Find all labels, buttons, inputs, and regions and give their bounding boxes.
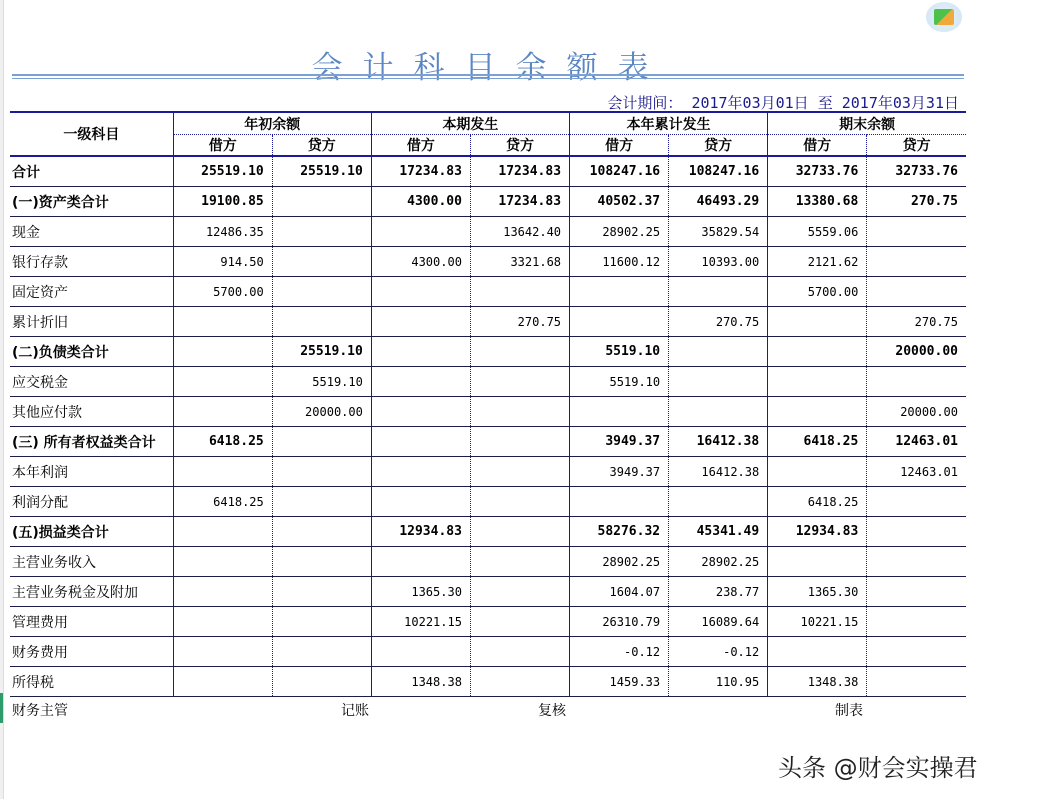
debit-cell[interactable] xyxy=(173,457,272,487)
credit-cell[interactable] xyxy=(867,637,966,667)
credit-cell[interactable] xyxy=(867,247,966,277)
debit-cell[interactable]: 3949.37 xyxy=(570,457,669,487)
debit-cell[interactable]: 6418.25 xyxy=(768,487,867,517)
header-period-amount: 本期发生 xyxy=(371,112,569,135)
credit-cell[interactable] xyxy=(470,427,569,457)
header-opening-balance: 年初余额 xyxy=(173,112,371,135)
header-ytd-amount: 本年累计发生 xyxy=(570,112,768,135)
debit-cell[interactable]: 6418.25 xyxy=(768,427,867,457)
debit-cell[interactable]: 4300.00 xyxy=(371,187,470,217)
credit-cell[interactable] xyxy=(669,397,768,427)
credit-cell[interactable] xyxy=(272,457,371,487)
account-name[interactable]: 合计 xyxy=(10,156,173,187)
credit-cell[interactable]: 270.75 xyxy=(470,307,569,337)
credit-cell[interactable]: 12463.01 xyxy=(867,427,966,457)
credit-cell[interactable]: 16412.38 xyxy=(669,427,768,457)
credit-cell[interactable]: 46493.29 xyxy=(669,187,768,217)
account-name[interactable]: 所得税 xyxy=(10,667,173,697)
account-name[interactable]: 主营业务税金及附加 xyxy=(10,577,173,607)
debit-cell[interactable] xyxy=(173,397,272,427)
debit-cell[interactable] xyxy=(570,397,669,427)
debit-cell[interactable] xyxy=(173,367,272,397)
credit-cell[interactable]: 5519.10 xyxy=(272,367,371,397)
debit-cell[interactable] xyxy=(570,307,669,337)
credit-cell[interactable]: 13642.40 xyxy=(470,217,569,247)
credit-cell[interactable] xyxy=(867,217,966,247)
credit-cell[interactable] xyxy=(470,277,569,307)
debit-cell[interactable] xyxy=(173,547,272,577)
credit-cell[interactable] xyxy=(470,577,569,607)
sheet-row-header-edge xyxy=(0,0,4,799)
debit-cell[interactable]: 5519.10 xyxy=(570,367,669,397)
account-name[interactable]: 管理费用 xyxy=(10,607,173,637)
debit-cell[interactable]: 12486.35 xyxy=(173,217,272,247)
credit-cell[interactable] xyxy=(272,517,371,547)
debit-cell[interactable]: 28902.25 xyxy=(570,217,669,247)
credit-cell[interactable] xyxy=(272,187,371,217)
credit-cell[interactable] xyxy=(272,607,371,637)
credit-cell[interactable] xyxy=(867,487,966,517)
credit-cell[interactable]: 28902.25 xyxy=(669,547,768,577)
credit-cell[interactable]: 110.95 xyxy=(669,667,768,697)
credit-cell[interactable] xyxy=(470,667,569,697)
credit-cell[interactable]: 10393.00 xyxy=(669,247,768,277)
debit-cell[interactable] xyxy=(371,397,470,427)
account-name[interactable]: (二)负债类合计 xyxy=(10,337,173,367)
debit-cell[interactable]: 28902.25 xyxy=(570,547,669,577)
table-row xyxy=(10,307,966,337)
account-name[interactable]: 银行存款 xyxy=(10,247,173,277)
credit-cell[interactable]: 17234.83 xyxy=(470,187,569,217)
debit-cell[interactable] xyxy=(768,457,867,487)
credit-cell[interactable]: 270.75 xyxy=(867,187,966,217)
credit-cell[interactable] xyxy=(272,307,371,337)
account-name[interactable]: 利润分配 xyxy=(10,487,173,517)
credit-cell[interactable]: 3321.68 xyxy=(470,247,569,277)
debit-cell[interactable]: 5700.00 xyxy=(173,277,272,307)
debit-cell[interactable] xyxy=(371,277,470,307)
table-row xyxy=(10,156,966,187)
credit-cell[interactable] xyxy=(272,427,371,457)
footer-bookkeeper: 记账 xyxy=(341,703,369,719)
table-row xyxy=(10,367,966,397)
debit-cell[interactable] xyxy=(173,607,272,637)
debit-cell[interactable]: 32733.76 xyxy=(768,156,867,187)
debit-cell[interactable]: 11600.12 xyxy=(570,247,669,277)
credit-cell[interactable] xyxy=(867,577,966,607)
header-credit: 贷方 xyxy=(867,135,966,157)
credit-cell[interactable] xyxy=(470,337,569,367)
debit-cell[interactable]: 1604.07 xyxy=(570,577,669,607)
credit-cell[interactable] xyxy=(867,517,966,547)
debit-cell[interactable]: 19100.85 xyxy=(173,187,272,217)
credit-cell[interactable] xyxy=(272,277,371,307)
credit-cell[interactable]: 25519.10 xyxy=(272,337,371,367)
debit-cell[interactable]: 6418.25 xyxy=(173,487,272,517)
debit-cell[interactable]: 1365.30 xyxy=(768,577,867,607)
credit-cell[interactable]: 270.75 xyxy=(669,307,768,337)
account-name[interactable]: (一)资产类合计 xyxy=(10,187,173,217)
credit-cell[interactable]: -0.12 xyxy=(669,637,768,667)
debit-cell[interactable]: 3949.37 xyxy=(570,427,669,457)
credit-cell[interactable] xyxy=(272,547,371,577)
credit-cell[interactable]: 20000.00 xyxy=(867,397,966,427)
credit-cell[interactable] xyxy=(272,217,371,247)
debit-cell[interactable] xyxy=(768,547,867,577)
credit-cell[interactable] xyxy=(272,577,371,607)
credit-cell[interactable] xyxy=(669,337,768,367)
header-debit: 借方 xyxy=(768,135,867,157)
account-name[interactable]: (五)损益类合计 xyxy=(10,517,173,547)
title-underline xyxy=(12,74,964,76)
account-name[interactable]: 累计折旧 xyxy=(10,307,173,337)
credit-cell[interactable]: 12463.01 xyxy=(867,457,966,487)
debit-cell[interactable]: 6418.25 xyxy=(173,427,272,457)
debit-cell[interactable] xyxy=(173,517,272,547)
table-row xyxy=(10,637,966,667)
debit-cell[interactable] xyxy=(371,217,470,247)
account-name[interactable]: 财务费用 xyxy=(10,637,173,667)
debit-cell[interactable]: 10221.15 xyxy=(371,607,470,637)
credit-cell[interactable]: 16412.38 xyxy=(669,457,768,487)
credit-cell[interactable] xyxy=(470,397,569,427)
table-row xyxy=(10,247,966,277)
report-title: 会计科目余额表 xyxy=(311,50,669,86)
debit-cell[interactable] xyxy=(570,277,669,307)
debit-cell[interactable]: 1348.38 xyxy=(768,667,867,697)
debit-cell[interactable] xyxy=(173,307,272,337)
balance-table xyxy=(10,111,966,697)
account-name[interactable]: 本年利润 xyxy=(10,457,173,487)
debit-cell[interactable]: 1459.33 xyxy=(570,667,669,697)
debit-cell[interactable] xyxy=(371,367,470,397)
credit-cell[interactable] xyxy=(272,667,371,697)
table-row xyxy=(10,547,966,577)
credit-cell[interactable]: 32733.76 xyxy=(867,156,966,187)
credit-cell[interactable] xyxy=(867,667,966,697)
table-row xyxy=(10,607,966,637)
credit-cell[interactable]: 20000.00 xyxy=(272,397,371,427)
debit-cell[interactable]: 12934.83 xyxy=(371,517,470,547)
credit-cell[interactable]: 17234.83 xyxy=(470,156,569,187)
credit-cell[interactable] xyxy=(669,367,768,397)
debit-cell[interactable]: 13380.68 xyxy=(768,187,867,217)
account-name[interactable]: 固定资产 xyxy=(10,277,173,307)
debit-cell[interactable]: 5559.06 xyxy=(768,217,867,247)
table-row xyxy=(10,217,966,247)
credit-cell[interactable]: 25519.10 xyxy=(272,156,371,187)
footer-reviewer: 复核 xyxy=(538,703,566,719)
account-name[interactable]: 主营业务收入 xyxy=(10,547,173,577)
credit-cell[interactable] xyxy=(867,367,966,397)
debit-cell[interactable] xyxy=(371,547,470,577)
credit-cell[interactable] xyxy=(470,517,569,547)
app-icon[interactable] xyxy=(926,2,962,32)
debit-cell[interactable] xyxy=(173,337,272,367)
account-name[interactable]: 应交税金 xyxy=(10,367,173,397)
debit-cell[interactable] xyxy=(371,637,470,667)
table-row xyxy=(10,427,966,457)
credit-cell[interactable] xyxy=(470,637,569,667)
credit-cell[interactable]: 16089.64 xyxy=(669,607,768,637)
credit-cell[interactable] xyxy=(272,247,371,277)
credit-cell[interactable]: 45341.49 xyxy=(669,517,768,547)
footer-supervisor: 财务主管 xyxy=(12,703,68,719)
debit-cell[interactable] xyxy=(768,307,867,337)
selection-marker xyxy=(0,693,3,723)
table-row xyxy=(10,187,966,217)
debit-cell[interactable] xyxy=(768,337,867,367)
debit-cell[interactable]: 40502.37 xyxy=(570,187,669,217)
title-underline-2 xyxy=(12,78,964,79)
credit-cell[interactable]: 238.77 xyxy=(669,577,768,607)
header-credit: 贷方 xyxy=(669,135,768,157)
debit-cell[interactable]: 1365.30 xyxy=(371,577,470,607)
credit-cell[interactable] xyxy=(272,487,371,517)
debit-cell[interactable] xyxy=(570,487,669,517)
credit-cell[interactable] xyxy=(669,487,768,517)
debit-cell[interactable] xyxy=(371,487,470,517)
debit-cell[interactable]: 2121.62 xyxy=(768,247,867,277)
debit-cell[interactable]: 25519.10 xyxy=(173,156,272,187)
debit-cell[interactable] xyxy=(371,337,470,367)
debit-cell[interactable]: 17234.83 xyxy=(371,156,470,187)
table-row xyxy=(10,397,966,427)
debit-cell[interactable] xyxy=(371,457,470,487)
account-name[interactable]: 现金 xyxy=(10,217,173,247)
debit-cell[interactable] xyxy=(768,637,867,667)
credit-cell[interactable] xyxy=(867,277,966,307)
credit-cell[interactable] xyxy=(470,547,569,577)
header-debit: 借方 xyxy=(570,135,669,157)
debit-cell[interactable]: 12934.83 xyxy=(768,517,867,547)
credit-cell[interactable] xyxy=(470,367,569,397)
table-row xyxy=(10,277,966,307)
debit-cell[interactable]: 4300.00 xyxy=(371,247,470,277)
debit-cell[interactable] xyxy=(768,367,867,397)
credit-cell[interactable]: 20000.00 xyxy=(867,337,966,367)
credit-cell[interactable] xyxy=(867,607,966,637)
table-row xyxy=(10,487,966,517)
credit-cell[interactable]: 35829.54 xyxy=(669,217,768,247)
debit-cell[interactable]: 58276.32 xyxy=(570,517,669,547)
credit-cell[interactable]: 108247.16 xyxy=(669,156,768,187)
debit-cell[interactable]: 26310.79 xyxy=(570,607,669,637)
debit-cell[interactable]: 1348.38 xyxy=(371,667,470,697)
debit-cell[interactable] xyxy=(768,397,867,427)
header-account: 一级科目 xyxy=(10,112,173,156)
debit-cell[interactable] xyxy=(371,307,470,337)
debit-cell[interactable]: 5700.00 xyxy=(768,277,867,307)
debit-cell[interactable]: 5519.10 xyxy=(570,337,669,367)
debit-cell[interactable]: -0.12 xyxy=(570,637,669,667)
header-debit: 借方 xyxy=(173,135,272,157)
table-row xyxy=(10,337,966,367)
credit-cell[interactable] xyxy=(470,607,569,637)
watermark: 头条 @财会实操君 xyxy=(778,754,978,782)
debit-cell[interactable] xyxy=(173,667,272,697)
debit-cell[interactable] xyxy=(173,577,272,607)
accounting-period: 会计期间： 2017年03月01日 至 2017年03月31日 xyxy=(607,94,959,112)
credit-cell[interactable] xyxy=(470,457,569,487)
debit-cell[interactable]: 108247.16 xyxy=(570,156,669,187)
table-row xyxy=(10,517,966,547)
credit-cell[interactable] xyxy=(470,487,569,517)
debit-cell[interactable]: 10221.15 xyxy=(768,607,867,637)
account-name[interactable]: (三) 所有者权益类合计 xyxy=(10,427,173,457)
header-credit: 贷方 xyxy=(272,135,371,157)
debit-cell[interactable]: 914.50 xyxy=(173,247,272,277)
table-row xyxy=(10,577,966,607)
debit-cell[interactable] xyxy=(173,637,272,667)
table-row xyxy=(10,457,966,487)
header-credit: 贷方 xyxy=(470,135,569,157)
footer-preparer: 制表 xyxy=(835,703,863,719)
debit-cell[interactable] xyxy=(371,427,470,457)
credit-cell[interactable] xyxy=(669,277,768,307)
account-name[interactable]: 其他应付款 xyxy=(10,397,173,427)
header-closing-balance: 期末余额 xyxy=(768,112,966,135)
table-row xyxy=(10,667,966,697)
credit-cell[interactable]: 270.75 xyxy=(867,307,966,337)
credit-cell[interactable] xyxy=(867,547,966,577)
header-debit: 借方 xyxy=(371,135,470,157)
credit-cell[interactable] xyxy=(272,637,371,667)
